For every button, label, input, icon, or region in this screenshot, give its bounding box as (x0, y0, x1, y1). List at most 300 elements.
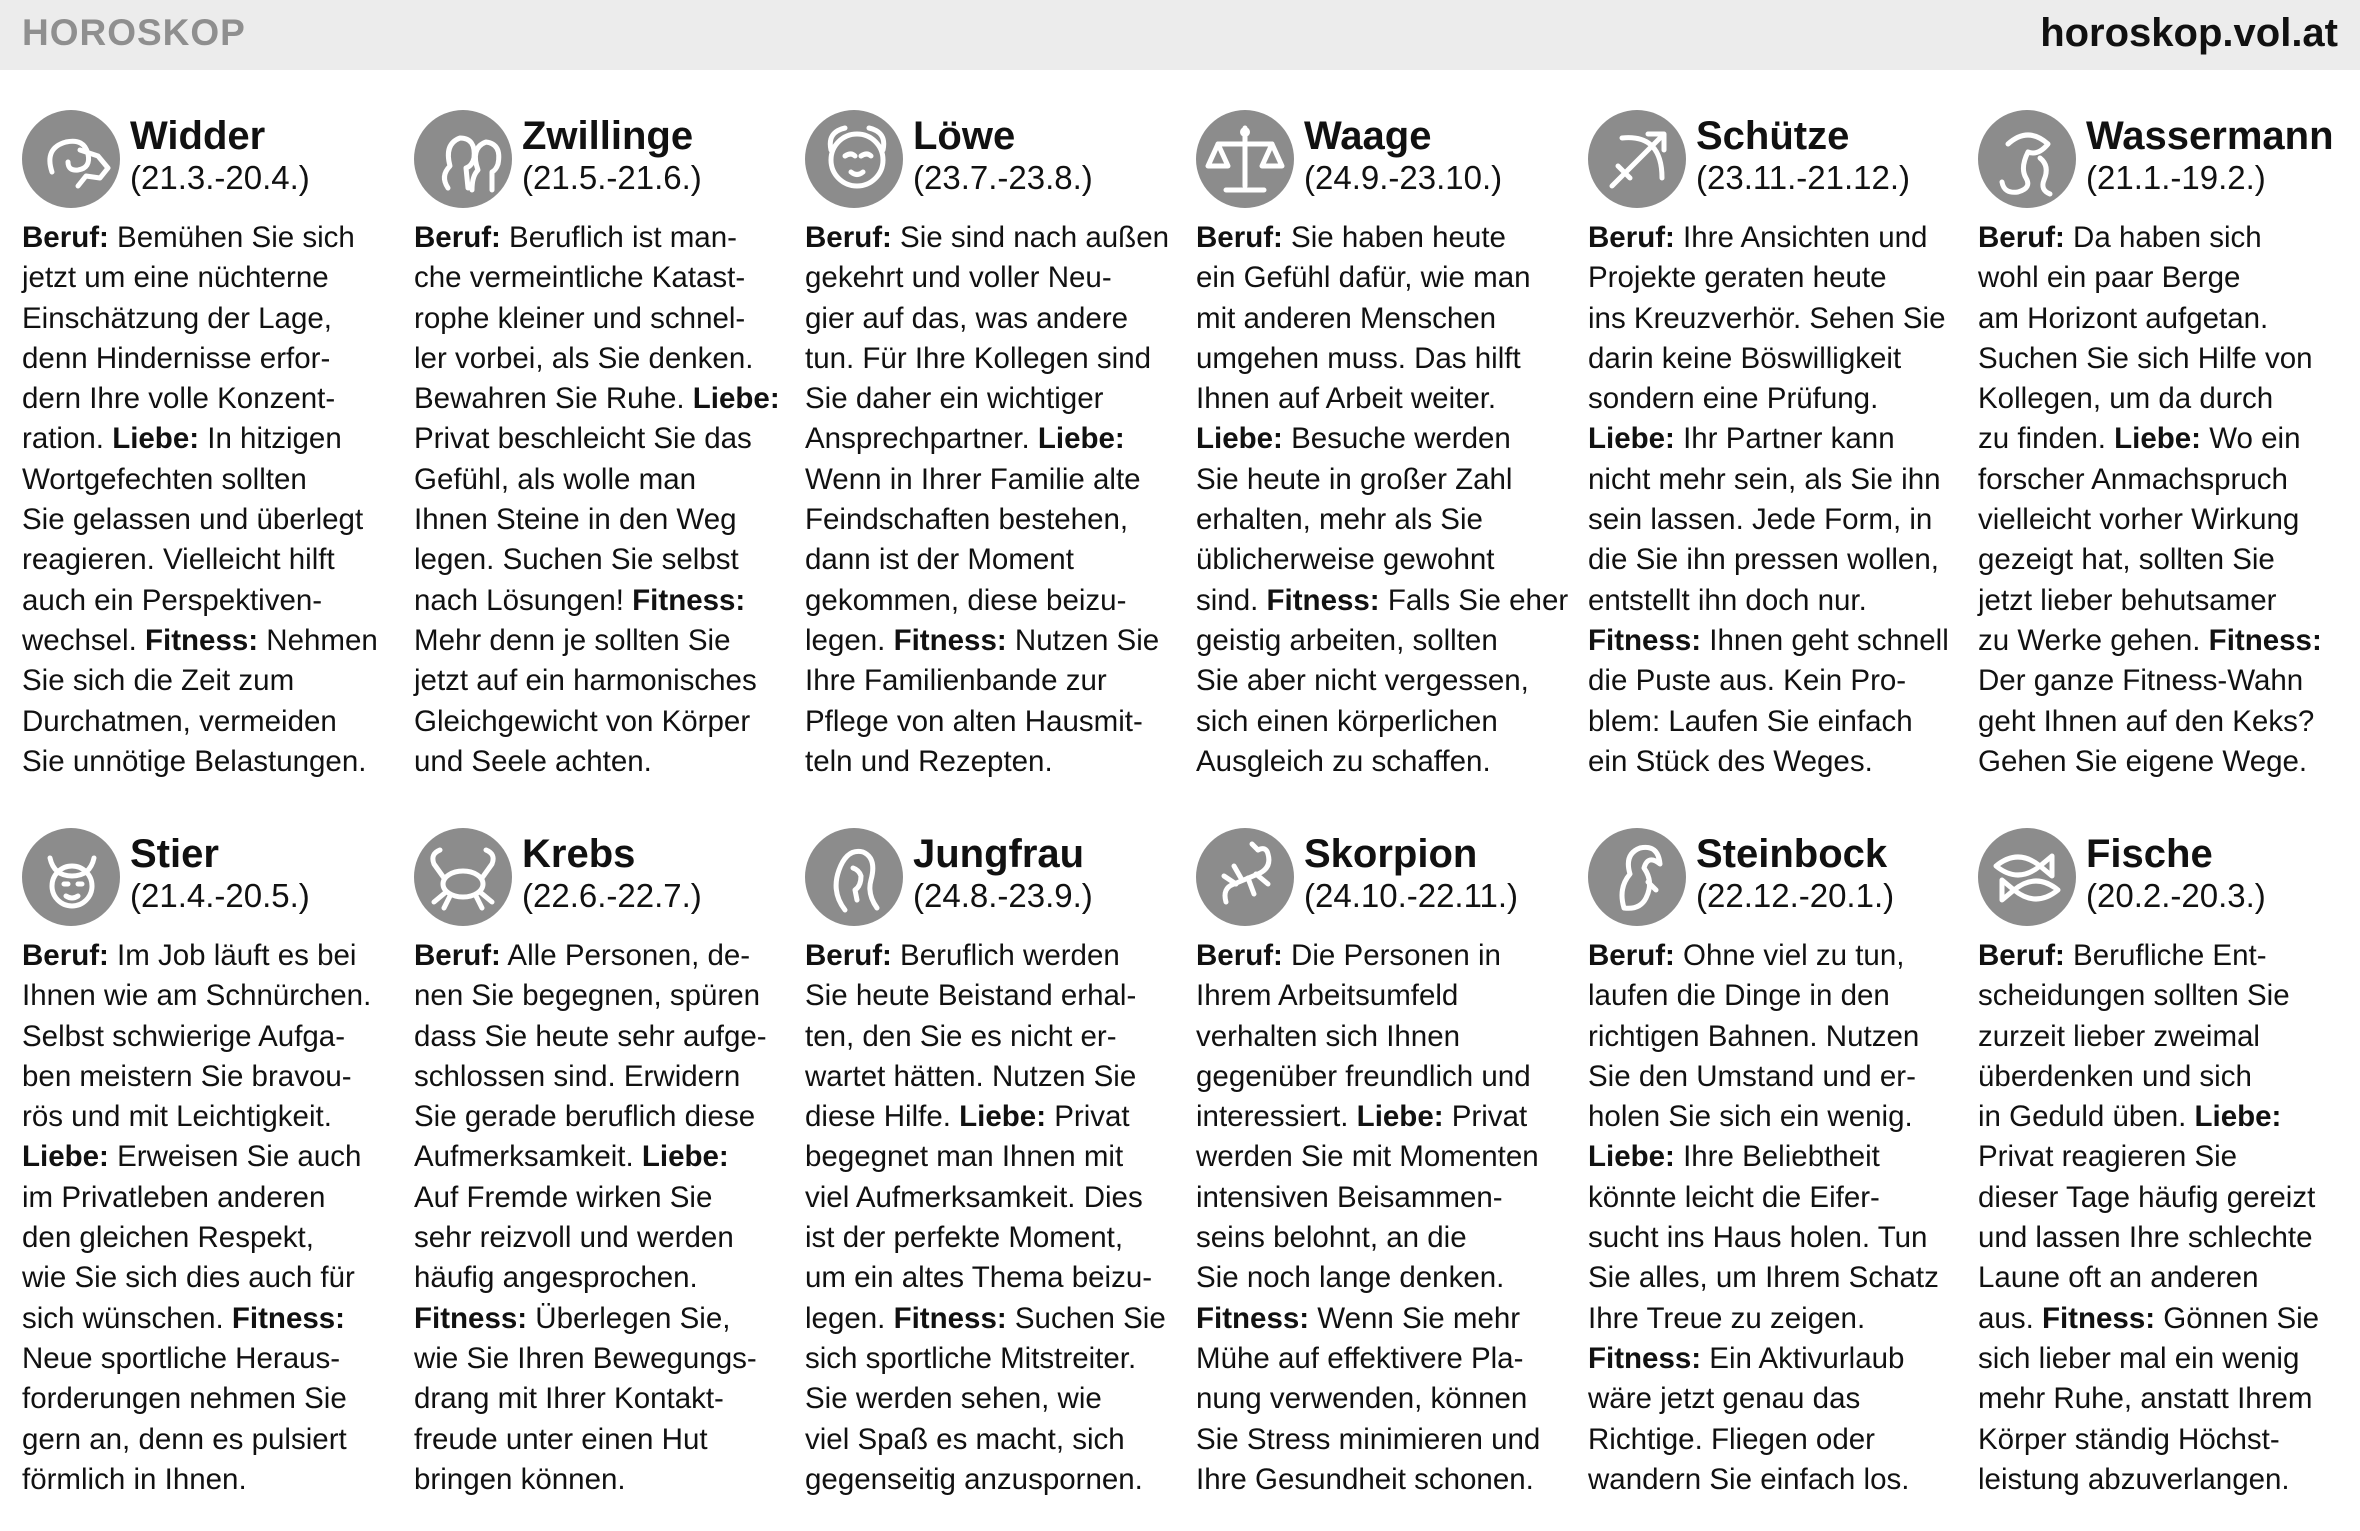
text-segment: blem: Laufen Sie einfach (1588, 704, 1913, 738)
bull-icon (22, 828, 120, 926)
text-segment: Suchen Sie (1006, 1301, 1166, 1335)
text-line (1196, 379, 1568, 419)
text-line (414, 339, 786, 379)
category-label: Fitness: (1266, 583, 1380, 617)
text-segment: wohl ein paar Berge (1978, 261, 2241, 295)
text-segment: Wenn Sie mehr (1309, 1301, 1521, 1335)
text-line (805, 976, 1177, 1016)
text-line (1196, 540, 1568, 580)
sign-text (805, 218, 1177, 782)
text-segment: darin keine Böswilligkeit (1588, 341, 1902, 375)
text-line (1978, 339, 2350, 379)
category-label: Liebe: (1356, 1100, 1444, 1134)
text-segment: nung verwenden, können (1196, 1382, 1528, 1416)
text-line (805, 1218, 1177, 1258)
text-line (1978, 581, 2350, 621)
text-line (22, 621, 394, 661)
text-segment: Körper ständig Höchst- (1978, 1422, 2280, 1456)
text-line (414, 1299, 786, 1339)
sign-dates: (24.10.-22.11.) (1304, 877, 1519, 914)
text-line (414, 258, 786, 298)
text-segment: die Sie ihn pressen wollen, (1588, 543, 1939, 577)
text-segment: Ihre Beliebtheit (1674, 1140, 1880, 1174)
text-line (1196, 1057, 1568, 1097)
text-line (22, 419, 394, 459)
text-line (1978, 702, 2350, 742)
text-line (1196, 500, 1568, 540)
text-line (805, 500, 1177, 540)
text-line (414, 621, 786, 661)
category-label: Beruf: (1196, 939, 1283, 972)
text-line (22, 1460, 394, 1500)
text-segment: könnte leicht die Eifer- (1588, 1180, 1880, 1214)
sign-dates: (21.3.-20.4.) (130, 159, 310, 196)
text-line (22, 976, 394, 1016)
text-segment: Sie aber nicht vergessen, (1196, 664, 1529, 698)
text-segment: holen Sie sich ein wenig. (1588, 1100, 1913, 1134)
text-segment: Richtige. Fliegen oder (1588, 1422, 1875, 1456)
text-line (805, 1460, 1177, 1500)
category-label: Fitness: (1588, 1341, 1702, 1375)
text-segment: forderungen nehmen Sie (22, 1382, 347, 1416)
text-segment: wie Sie sich dies auch für (22, 1261, 355, 1295)
text-segment: jetzt um eine nüchterne (22, 261, 329, 295)
sign-widder (22, 110, 394, 810)
sign-dates: (23.7.-23.8.) (913, 159, 1093, 196)
text-line (805, 702, 1177, 742)
text-line (22, 1299, 394, 1339)
archer-icon (1588, 110, 1686, 208)
text-segment: Suchen Sie sich Hilfe von (1978, 341, 2313, 375)
category-label: Fitness: (632, 583, 746, 617)
text-line (1978, 1460, 2350, 1500)
text-segment: Beruflich ist man- (500, 221, 737, 254)
text-segment: und lassen Ihre schlechte (1978, 1221, 2313, 1255)
text-segment: Ihre Ansichten und (1674, 221, 1928, 254)
text-line (1196, 1137, 1568, 1177)
text-line (1588, 218, 1960, 258)
text-segment: jetzt lieber behutsamer (1978, 583, 2277, 617)
text-segment: richtigen Bahnen. Nutzen (1588, 1019, 1920, 1053)
text-segment: Ihnen auf Arbeit weiter. (1196, 382, 1497, 416)
text-line (414, 299, 786, 339)
text-segment: sondern eine Prüfung. (1588, 382, 1879, 416)
text-segment: laufen die Dinge in den (1588, 979, 1890, 1013)
text-segment: Sie gerade beruflich diese (414, 1100, 756, 1134)
text-segment: aus. (1978, 1301, 2042, 1335)
category-label: Beruf: (1588, 221, 1675, 254)
text-line (1196, 1017, 1568, 1057)
text-line (805, 299, 1177, 339)
text-line (1196, 1339, 1568, 1379)
sign-text (22, 218, 394, 782)
text-segment: Beruflich werden (891, 939, 1120, 972)
page-title: HOROSKOP (22, 12, 246, 53)
text-line (22, 379, 394, 419)
text-segment: dern Ihre volle Konzent- (22, 382, 336, 416)
text-line (1978, 1420, 2350, 1460)
sign-jungfrau (805, 828, 1177, 1528)
text-segment: Sie daher ein wichtiger (805, 382, 1104, 416)
sign-zwillinge (414, 110, 786, 810)
text-segment: jetzt auf ein harmonisches (414, 664, 757, 698)
text-line (1196, 621, 1568, 661)
text-line (22, 1379, 394, 1419)
text-segment: rophe kleiner und schnel- (414, 301, 746, 335)
text-line (1978, 661, 2350, 701)
category-label: Liebe: (2194, 1100, 2282, 1134)
text-segment: Bewahren Sie Ruhe. (414, 382, 693, 416)
category-label: Fitness: (893, 623, 1007, 657)
text-segment: Der ganze Fitness-Wahn (1978, 664, 2304, 698)
text-line (414, 1137, 786, 1177)
text-line (805, 258, 1177, 298)
text-segment: und Seele achten. (414, 744, 652, 778)
sign-dates: (22.6.-22.7.) (522, 877, 702, 914)
text-segment: im Privatleben anderen (22, 1180, 326, 1214)
category-label: Beruf: (414, 939, 501, 972)
text-line (805, 1017, 1177, 1057)
text-segment: wie Sie Ihren Bewegungs- (414, 1341, 757, 1375)
sign-dates: (20.2.-20.3.) (2086, 877, 2266, 914)
text-segment: Ohne viel zu tun, (1674, 939, 1905, 972)
sign-text (1196, 218, 1568, 782)
text-line (1978, 258, 2350, 298)
text-segment: den gleichen Respekt, (22, 1221, 314, 1255)
text-segment: nen Sie begegnen, spüren (414, 979, 761, 1013)
sign-name: Krebs (522, 832, 636, 876)
text-segment: ben meistern Sie bravou- (22, 1059, 352, 1093)
text-segment: gier auf das, was andere (805, 301, 1129, 335)
text-line (1588, 1379, 1960, 1419)
text-line (1196, 1258, 1568, 1298)
sign-fische (1978, 828, 2350, 1528)
category-label: Beruf: (1196, 221, 1283, 254)
text-segment: sehr reizvoll und werden (414, 1221, 734, 1255)
text-segment: Sie heute in großer Zahl (1196, 462, 1513, 496)
text-line (1588, 621, 1960, 661)
text-line (22, 581, 394, 621)
text-segment: nicht mehr sein, als Sie ihn (1588, 462, 1941, 496)
text-segment: sind. (1196, 583, 1267, 617)
text-line (414, 1460, 786, 1500)
text-segment: Sie unnötige Belastungen. (22, 744, 367, 778)
text-segment: Gehen Sie eigene Wege. (1978, 744, 2308, 778)
text-segment: die Puste aus. Kein Pro- (1588, 664, 1907, 698)
text-line (1978, 1218, 2350, 1258)
text-segment: freude unter einen Hut (414, 1422, 708, 1456)
category-label: Fitness: (1588, 623, 1702, 657)
text-segment: wartet hätten. Nutzen Sie (805, 1059, 1137, 1093)
sign-skorpion (1196, 828, 1568, 1528)
text-segment: Ihr Partner kann (1674, 422, 1895, 456)
text-segment: dass Sie heute sehr aufge- (414, 1019, 767, 1053)
text-segment: bringen können. (414, 1462, 626, 1496)
text-line (414, 1057, 786, 1097)
text-segment: geht Ihnen auf den Keks? (1978, 704, 2315, 738)
sign-text (1978, 218, 2350, 782)
category-label: Liebe: (1037, 422, 1125, 456)
text-line (805, 1379, 1177, 1419)
text-line (1588, 1097, 1960, 1137)
text-segment: Ihnen Steine in den Weg (414, 503, 737, 537)
category-label: Liebe: (22, 1140, 109, 1174)
text-line (22, 1339, 394, 1379)
text-line (1196, 661, 1568, 701)
text-segment: sucht ins Haus holen. Tun (1588, 1221, 1928, 1255)
text-segment: legen. (805, 1301, 894, 1335)
text-segment: wechsel. (22, 623, 145, 657)
text-line (1588, 460, 1960, 500)
text-segment: Sie haben heute (1282, 221, 1506, 254)
text-line (1196, 299, 1568, 339)
text-line (1588, 1017, 1960, 1057)
category-label: Fitness: (2041, 1301, 2156, 1335)
text-segment: erhalten, mehr als Sie (1196, 503, 1483, 537)
text-line (22, 1178, 394, 1218)
text-segment: drang mit Ihrer Kontakt- (414, 1382, 724, 1416)
text-line (805, 379, 1177, 419)
text-segment: ins Kreuzverhör. Sehen Sie (1588, 301, 1946, 335)
text-line (414, 500, 786, 540)
category-label: Fitness: (893, 1301, 1007, 1335)
text-line (22, 661, 394, 701)
category-label: Beruf: (1978, 221, 2065, 254)
text-line (414, 1097, 786, 1137)
text-line (414, 1017, 786, 1057)
text-segment: seins belohnt, an die (1196, 1221, 1467, 1255)
text-segment: Selbst schwierige Aufga- (22, 1019, 346, 1053)
sign-waage (1196, 110, 1568, 810)
sign-stier (22, 828, 394, 1528)
text-line (1978, 1339, 2350, 1379)
text-line (1196, 419, 1568, 459)
text-segment: scheidungen sollten Sie (1978, 979, 2290, 1013)
text-segment: Privat (1046, 1100, 1130, 1134)
text-segment: Die Personen in (1282, 939, 1501, 972)
text-line (22, 258, 394, 298)
sign-name: Schütze (1696, 114, 1850, 158)
text-segment: Besuche werden (1282, 422, 1511, 456)
category-label: Liebe: (641, 1140, 729, 1174)
text-line (1978, 540, 2350, 580)
sign-dates: (24.8.-23.9.) (913, 877, 1093, 914)
text-segment: verhalten sich Ihnen (1196, 1019, 1461, 1053)
sign-löwe (805, 110, 1177, 810)
text-segment: Sie alles, um Ihrem Schatz (1588, 1261, 1939, 1295)
text-segment: Ein Aktivurlaub (1701, 1341, 1905, 1375)
text-line (414, 419, 786, 459)
text-line (1588, 1258, 1960, 1298)
text-segment: mehr Ruhe, anstatt Ihrem (1978, 1382, 2313, 1416)
text-segment: Aufmerksamkeit. (414, 1140, 642, 1174)
text-line (414, 1178, 786, 1218)
text-segment: Nutzen Sie (1006, 623, 1160, 657)
text-line (1588, 1420, 1960, 1460)
text-segment: Privat (1443, 1100, 1528, 1134)
text-segment: häufig angesprochen. (414, 1261, 698, 1295)
category-label: Liebe: (959, 1100, 1047, 1134)
category-label: Fitness: (231, 1301, 345, 1335)
text-segment: diese Hilfe. (805, 1100, 960, 1134)
text-segment: forscher Anmachspruch (1978, 462, 2288, 496)
text-line (1978, 1178, 2350, 1218)
text-line (1196, 258, 1568, 298)
text-line (1196, 1218, 1568, 1258)
text-line (805, 936, 1177, 976)
text-line (805, 661, 1177, 701)
text-segment: schlossen sind. Erwidern (414, 1059, 741, 1093)
text-line (414, 976, 786, 1016)
text-line (1978, 460, 2350, 500)
text-line (414, 460, 786, 500)
text-line (1588, 976, 1960, 1016)
text-segment: geistig arbeiten, sollten (1196, 623, 1498, 657)
text-segment: Mühe auf effektivere Pla- (1196, 1341, 1524, 1375)
text-segment: Ihre Gesundheit schonen. (1196, 1462, 1534, 1496)
text-line (414, 936, 786, 976)
text-segment: in Geduld üben. (1978, 1100, 2195, 1134)
text-segment: viel Spaß es macht, sich (805, 1422, 1125, 1456)
text-line (22, 339, 394, 379)
text-line (1196, 339, 1568, 379)
text-line (1588, 258, 1960, 298)
text-segment: begegnet man Ihnen mit (805, 1140, 1124, 1174)
sign-dates: (21.5.-21.6.) (522, 159, 702, 196)
text-line (1588, 1218, 1960, 1258)
text-line (1196, 1097, 1568, 1137)
twins-icon (414, 110, 512, 208)
text-segment: legen. Suchen Sie selbst (414, 543, 739, 577)
text-line (1588, 1137, 1960, 1177)
sign-name: Fische (2086, 832, 2213, 876)
text-line (1588, 419, 1960, 459)
text-segment: wäre jetzt genau das (1588, 1382, 1861, 1416)
text-line (1196, 581, 1568, 621)
text-line (805, 218, 1177, 258)
text-line (1588, 1460, 1960, 1500)
text-line (1588, 742, 1960, 782)
category-label: Liebe: (112, 422, 200, 456)
text-line (22, 1218, 394, 1258)
sign-text (22, 936, 394, 1500)
ram-icon (22, 110, 120, 208)
text-segment: Laune oft an anderen (1978, 1261, 2259, 1295)
text-segment: Sie gelassen und überlegt (22, 503, 364, 537)
text-line (805, 1258, 1177, 1298)
text-segment: um ein altes Thema beizu- (805, 1261, 1153, 1295)
sign-name: Jungfrau (913, 832, 1085, 876)
text-line (1196, 218, 1568, 258)
text-segment: Privat beschleicht Sie das (414, 422, 752, 456)
text-line (1588, 1339, 1960, 1379)
text-line (414, 1339, 786, 1379)
text-line (805, 1299, 1177, 1339)
sign-krebs (414, 828, 786, 1528)
text-segment: Gönnen Sie (2155, 1301, 2320, 1335)
text-line (1978, 936, 2350, 976)
text-segment: gekommen, diese beizu- (805, 583, 1127, 617)
sign-name: Steinbock (1696, 832, 1888, 876)
text-line (1978, 742, 2350, 782)
text-line (22, 1097, 394, 1137)
text-segment: Ihnen geht schnell (1701, 623, 1949, 657)
text-line (1196, 742, 1568, 782)
category-label: Beruf: (1588, 939, 1675, 972)
text-segment: sich wünschen. (22, 1301, 232, 1335)
text-line (805, 419, 1177, 459)
text-line (22, 1057, 394, 1097)
text-line (414, 379, 786, 419)
text-segment: sich einen körperlichen (1196, 704, 1498, 738)
text-line (1588, 500, 1960, 540)
text-line (1978, 379, 2350, 419)
text-segment: umgehen muss. Das hilft (1196, 341, 1521, 375)
sign-dates: (23.11.-21.12.) (1696, 159, 1911, 196)
text-line (1196, 1178, 1568, 1218)
sign-text (805, 936, 1177, 1500)
text-segment: reagieren. Vielleicht hilft (22, 543, 335, 577)
text-segment: Sie werden sehen, wie (805, 1382, 1102, 1416)
sign-dates: (21.4.-20.5.) (130, 877, 310, 914)
text-line (805, 540, 1177, 580)
sign-text (1588, 218, 1960, 782)
text-line (1196, 936, 1568, 976)
text-segment: Nehmen (258, 623, 378, 657)
text-segment: denn Hindernisse erfor- (22, 341, 331, 375)
text-line (1978, 299, 2350, 339)
sign-text (414, 936, 786, 1500)
text-line (414, 1218, 786, 1258)
text-segment: am Horizont aufgetan. (1978, 301, 2269, 335)
text-line (1588, 1299, 1960, 1339)
text-segment: viel Aufmerksamkeit. Dies (805, 1180, 1143, 1214)
sign-name: Stier (130, 832, 219, 876)
text-line (414, 218, 786, 258)
category-label: Liebe: (2114, 422, 2201, 456)
text-segment: mit anderen Menschen (1196, 301, 1497, 335)
text-line (22, 500, 394, 540)
text-segment: gern an, denn es pulsiert (22, 1422, 347, 1456)
site-url[interactable]: horoskop.vol.at (2040, 11, 2338, 55)
sign-steinbock (1588, 828, 1960, 1528)
text-segment: Gefühl, als wolle man (414, 462, 697, 496)
text-line (805, 1057, 1177, 1097)
text-segment: Ansprechpartner. (805, 422, 1038, 456)
category-label: Fitness: (144, 623, 259, 657)
text-segment: Berufliche Ent- (2064, 939, 2267, 972)
text-line (1978, 1137, 2350, 1177)
text-line (1196, 702, 1568, 742)
text-segment: förmlich in Ihnen. (22, 1462, 247, 1496)
text-segment: Bemühen Sie sich (108, 221, 355, 254)
text-line (1588, 339, 1960, 379)
text-line (22, 1258, 394, 1298)
text-segment: Auf Fremde wirken Sie (414, 1180, 713, 1214)
text-line (22, 1420, 394, 1460)
lion-icon (805, 110, 903, 208)
text-segment: Alle Personen, de- (500, 939, 751, 972)
category-label: Beruf: (22, 221, 109, 254)
text-line (1978, 218, 2350, 258)
text-segment: Sie heute Beistand erhal- (805, 979, 1137, 1013)
text-segment: legen. (805, 623, 894, 657)
text-segment: intensiven Beisammen- (1196, 1180, 1503, 1214)
text-segment: Falls Sie eher (1379, 583, 1569, 617)
sign-wassermann (1978, 110, 2350, 810)
text-segment: Ihrem Arbeitsumfeld (1196, 979, 1459, 1013)
category-label: Fitness: (414, 1301, 528, 1335)
